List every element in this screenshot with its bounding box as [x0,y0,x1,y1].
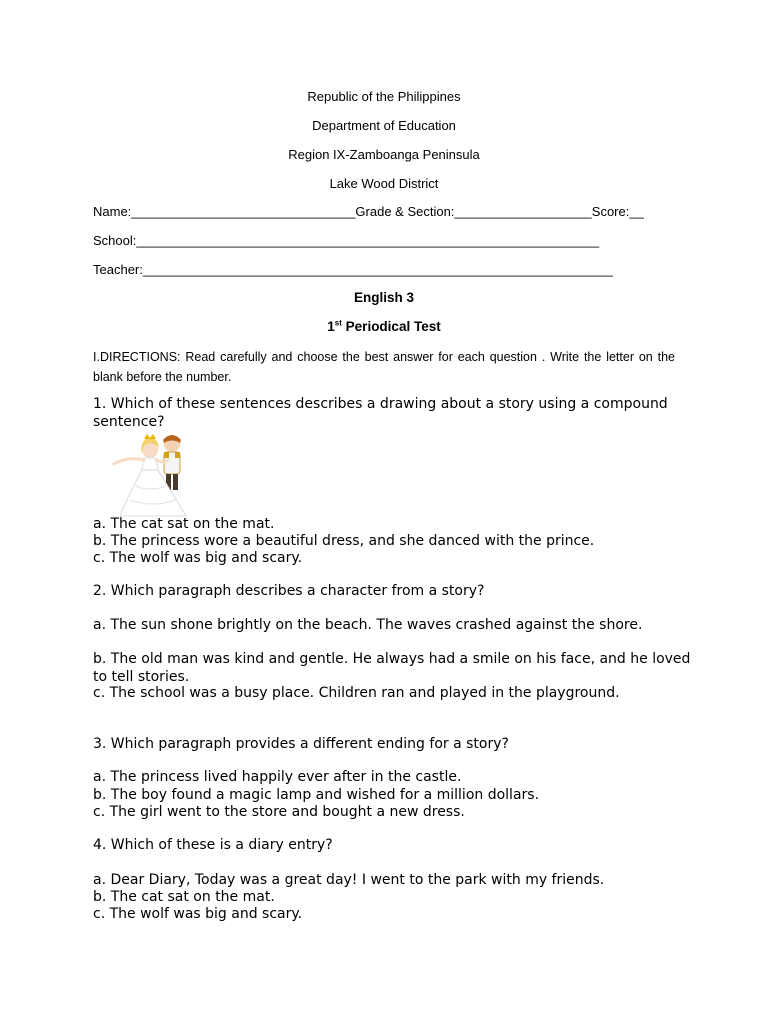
ordinal-number: 1 [327,319,335,334]
question-2-option-c: c. The school was a busy place. Children ran and played in the playground. [93,685,620,701]
question-2-option-b: b. The old man was kind and gentle. He always had a smile on his face, and he loved to tell stories. [93,651,691,685]
question-1-option-a: a. The cat sat on the mat. [93,516,275,532]
question-4-option-a: a. Dear Diary, Today was a great day! I went to the park with my friends. [93,872,605,888]
question-3: 3. Which paragraph provides a different ending for a story? [93,736,509,752]
header-district: Lake Wood District [329,176,439,191]
school-line: School:________________________________________________________________ [93,233,600,248]
teacher-line: Teacher:_________________________________________________________________ [93,262,613,277]
question-4: 4. Which of these is a diary entry? [93,837,333,853]
name-grade-score-line: Name:_______________________________Grade & Section:___________________Score:__ [93,204,644,219]
header-department: Department of Education [312,118,456,133]
question-3-option-c: c. The girl went to the store and bought a new dress. [93,804,465,820]
test-name: Periodical Test [345,319,441,334]
question-2: 2. Which paragraph describes a character from a story? [93,583,485,599]
question-3-option-b: b. The boy found a magic lamp and wished for a million dollars. [93,787,540,803]
header-republic: Republic of the Philippines [307,89,461,104]
ordinal-suffix: st [334,318,342,328]
princess-prince-illustration [106,430,206,518]
directions-text: I.DIRECTIONS: Read carefully and choose the best answer for each question . Write the letter on the blank before the number. [93,350,675,384]
question-1-option-b: b. The princess wore a beautiful dress, and she danced with the prince. [93,533,595,549]
question-4-option-b: b. The cat sat on the mat. [93,889,275,905]
question-1: 1. Which of these sentences describes a drawing about a story using a compound sentence? [93,396,668,430]
question-4-option-c: c. The wolf was big and scary. [93,906,303,922]
question-2-option-a: a. The sun shone brightly on the beach. The waves crashed against the shore. [93,617,643,633]
test-title [0,319,768,334]
subject-title: English 3 [353,290,414,305]
header-region: Region IX-Zamboanga Peninsula [288,147,480,162]
question-3-option-a: a. The princess lived happily ever after in the castle. [93,769,462,785]
question-1-option-c: c. The wolf was big and scary. [93,550,303,566]
